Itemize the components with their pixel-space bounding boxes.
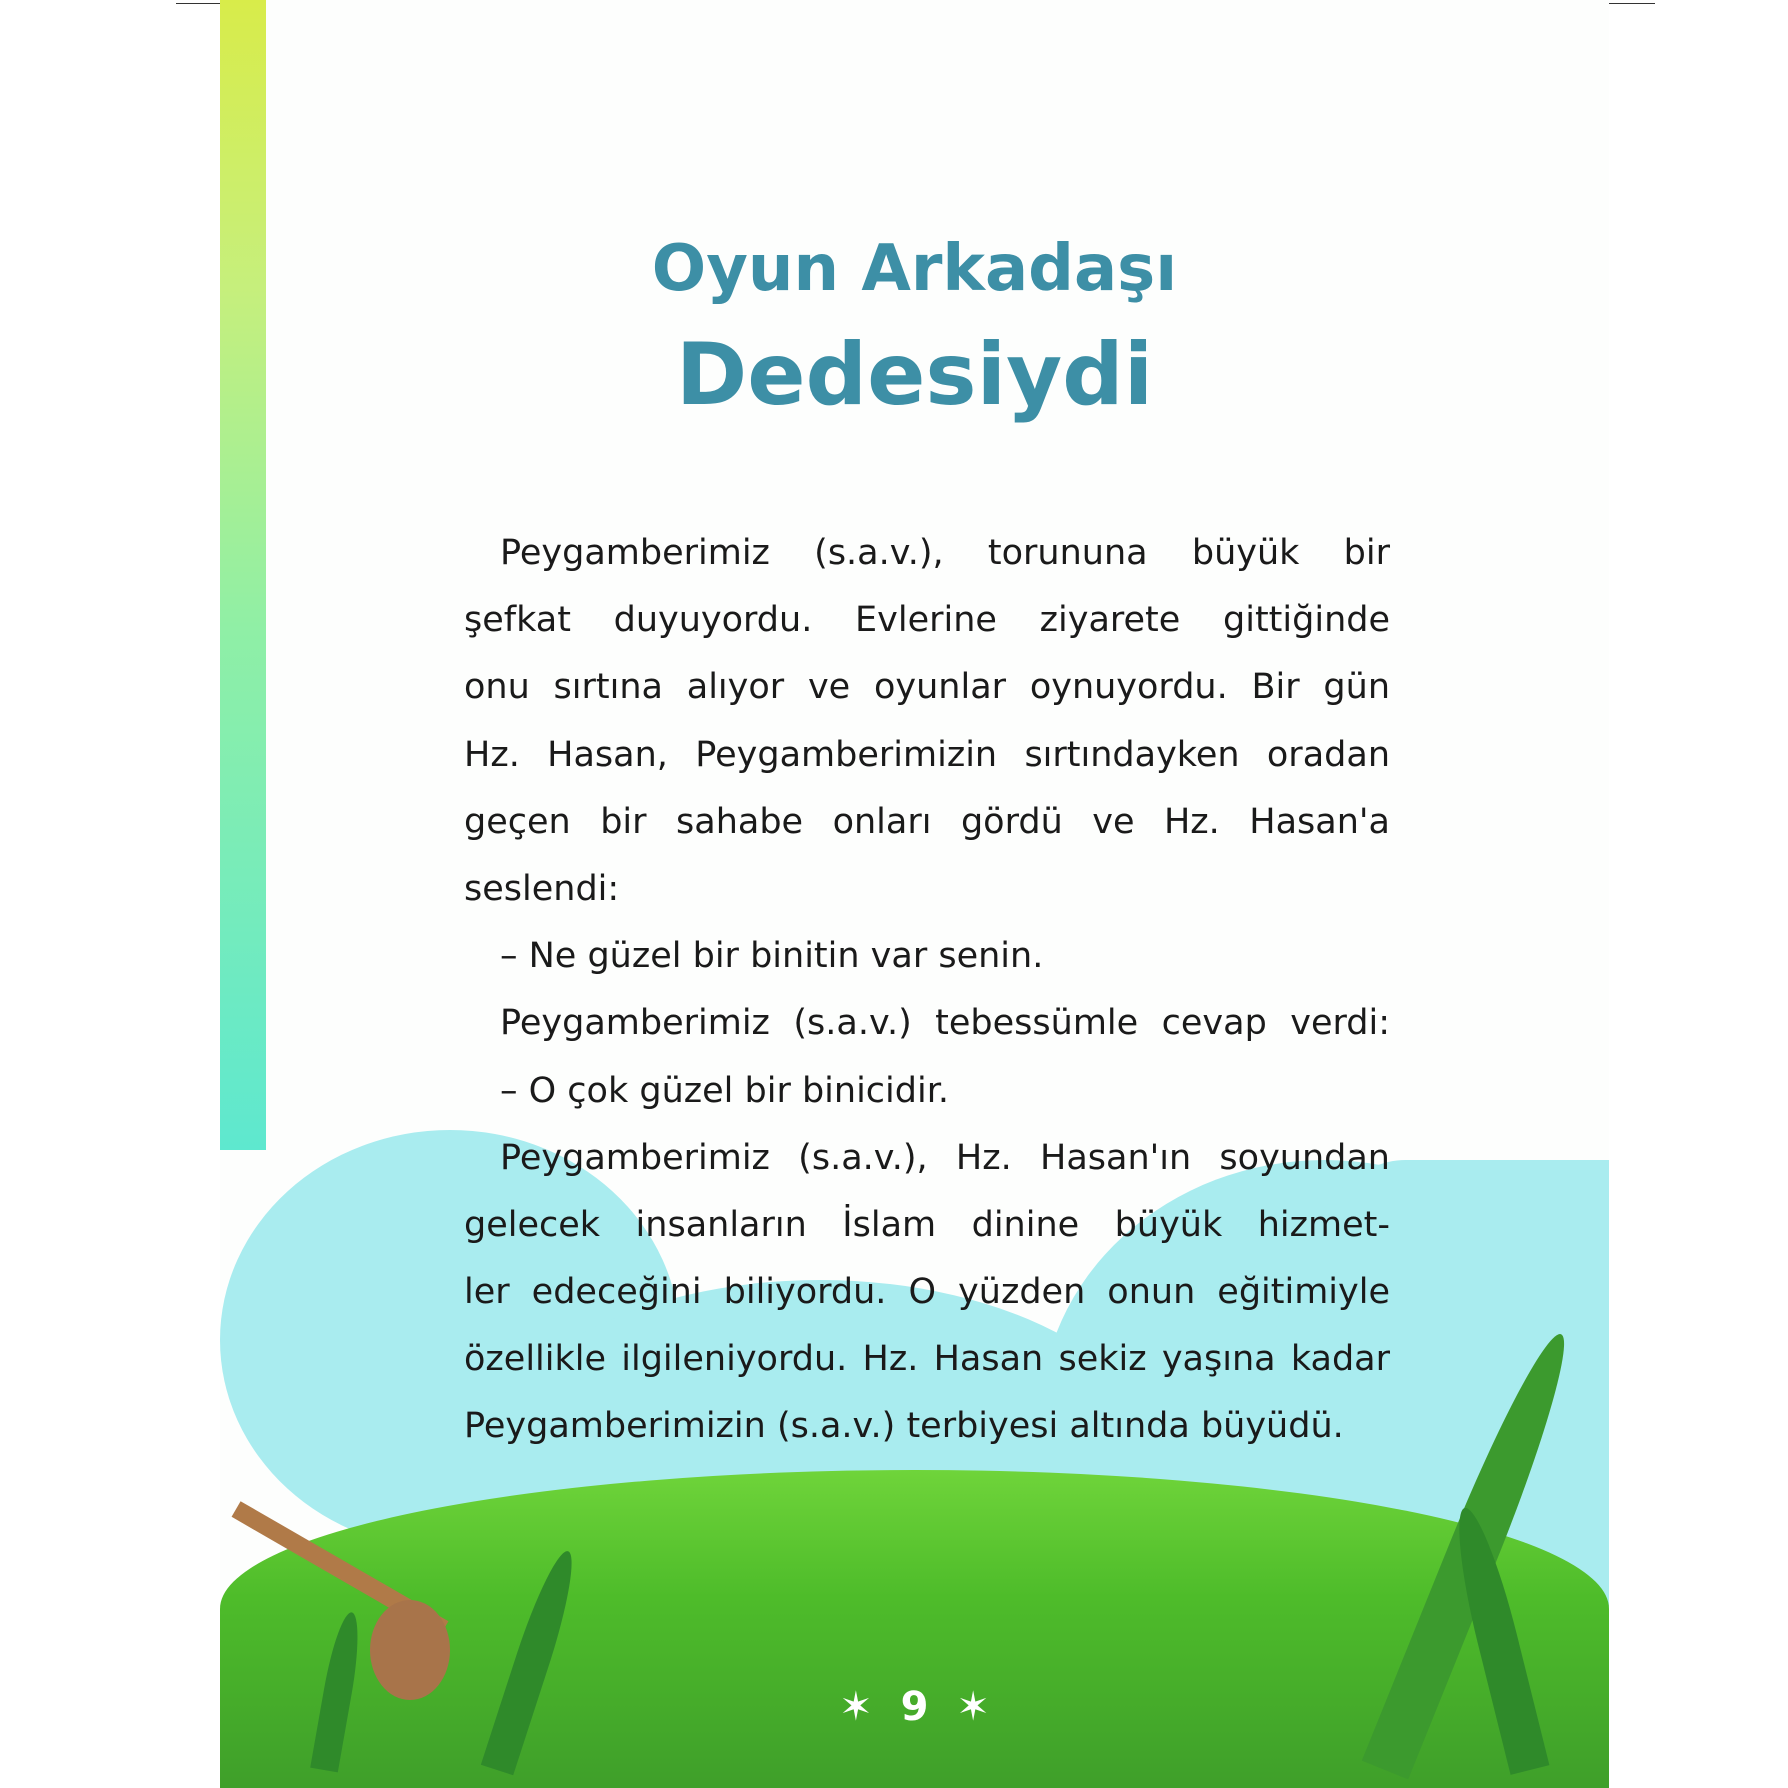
text-line: Peygamberimiz (s.a.v.), torununa büyük bir	[500, 533, 1390, 573]
text-line: Peygamberimiz (s.a.v.), Hz. Hasan'ın soyundan	[500, 1137, 1390, 1178]
crop-mark-left	[176, 3, 222, 4]
text-line: ler edeceğini biliyordu. O yüzden onun eğitimiyle	[464, 1272, 1390, 1313]
title-line-1: Oyun Arkadaşı	[651, 232, 1178, 306]
star-icon: ✶	[956, 1684, 990, 1730]
text-line: – O çok güzel bir binicidir.	[500, 1070, 950, 1111]
text-line: Hz. Hasan, Peygamberimizin sırtındayken oradan	[464, 734, 1390, 775]
page-number-area	[220, 1682, 1609, 1732]
title-line-2: Dedesiydi	[675, 325, 1154, 425]
text-line: şefkat duyuyordu. Evlerine ziyarete gittiğinde	[464, 600, 1390, 641]
text-line: seslendi:	[464, 868, 620, 909]
text-line: geçen bir sahabe onları gördü ve Hz. Hasan'a	[464, 801, 1390, 842]
gradient-strip	[220, 0, 266, 1150]
page-number: 9	[900, 1684, 929, 1730]
story-text	[464, 525, 1390, 1466]
text-line: onu sırtına alıyor ve oyunlar oynuyordu. Bir gün	[464, 667, 1390, 708]
text-line: gelecek insanların İslam dinine büyük hizmet-	[464, 1204, 1390, 1245]
crop-mark-right	[1609, 3, 1655, 4]
text-line: – Ne güzel bir binitin var senin.	[500, 936, 1044, 977]
text-line: özellikle ilgileniyordu. Hz. Hasan sekiz yaşına kadar	[464, 1339, 1390, 1380]
text-line: Peygamberimizin (s.a.v.) terbiyesi altında büyüdü.	[464, 1406, 1344, 1447]
book-page	[220, 0, 1609, 1788]
star-icon: ✶	[839, 1684, 873, 1730]
text-line: Peygamberimiz (s.a.v.) tebessümle cevap verdi:	[500, 1003, 1390, 1044]
